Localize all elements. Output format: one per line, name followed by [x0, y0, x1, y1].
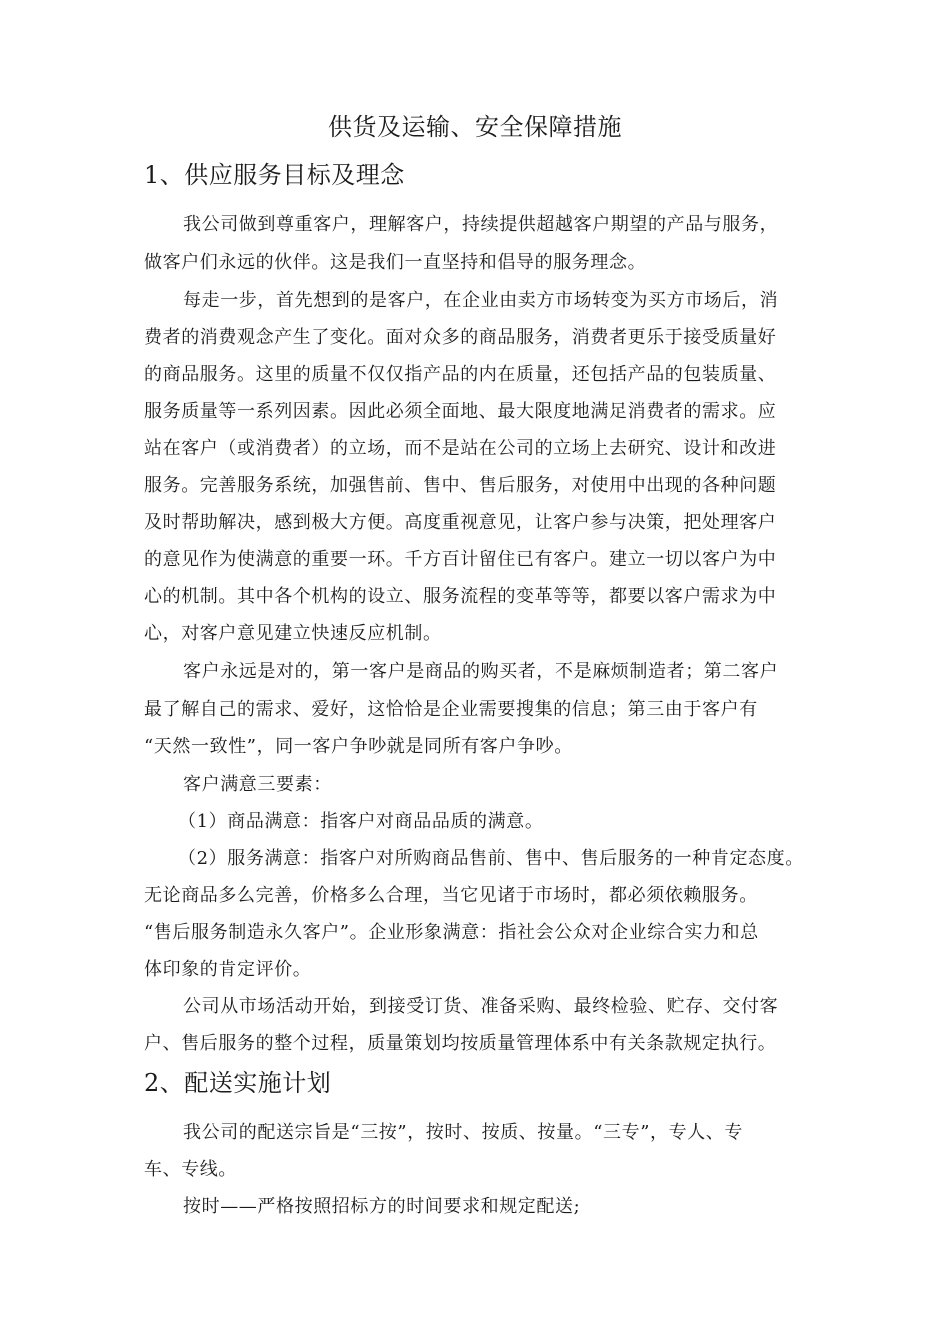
paragraph-line: 按时——严格按照招标方的时间要求和规定配送; — [183, 1196, 581, 1217]
paragraph-line: 无论商品多么完善，价格多么合理，当它见诸于市场时，都必须依赖服务。 — [144, 885, 758, 906]
paragraph-line: “售后服务制造永久客户”。企业形象满意：指社会公众对企业综合实力和总 — [144, 922, 759, 943]
paragraph-line: 体印象的肯定评价。 — [144, 959, 312, 980]
paragraph-line: 费者的消费观念产生了变化。面对众多的商品服务，消费者更乐于接受质量好 — [144, 327, 777, 348]
paragraph-line: 的商品服务。这里的质量不仅仅指产品的内在质量，还包括产品的包装质量、 — [144, 364, 777, 385]
paragraph-line: 户、售后服务的整个过程，质量策划均按质量管理体系中有关条款规定执行。 — [144, 1033, 777, 1054]
paragraph-line: 我公司的配送宗旨是“三按”，按时、按质、按量。“三专”，专人、专 — [183, 1122, 744, 1143]
paragraph-line: 最了解自己的需求、爱好，这恰恰是企业需要搜集的信息；第三由于客户有 — [144, 699, 758, 720]
paragraph-line: 客户满意三要素： — [183, 774, 332, 795]
paragraph-line: 心的机制。其中各个机构的设立、服务流程的变革等等，都要以客户需求为中 — [144, 586, 777, 607]
paragraph-line: 车、专线。 — [144, 1159, 237, 1180]
paragraph-line: 服务质量等一系列因素。因此必须全面地、最大限度地满足消费者的需求。应 — [144, 401, 777, 422]
paragraph-line: 客户永远是对的，第一客户是商品的购买者，不是麻烦制造者；第二客户 — [183, 661, 779, 682]
list-item-line: （1）商品满意：指客户对商品品质的满意。 — [178, 811, 544, 832]
paragraph-line: 每走一步，首先想到的是客户，在企业由卖方市场转变为买方市场后，消 — [183, 290, 779, 311]
paragraph-line: 做客户们永远的伙伴。这是我们一直坚持和倡导的服务理念。 — [144, 252, 647, 273]
document-title: 供货及运输、安全保障措施 — [328, 113, 622, 141]
paragraph-line: 站在客户（或消费者）的立场，而不是站在公司的立场上去研究、设计和改进 — [144, 438, 777, 459]
paragraph-line: 心，对客户意见建立快速反应机制。 — [144, 623, 442, 644]
paragraph-line: 服务。完善服务系统，加强售前、售中、售后服务，对使用中出现的各种问题 — [144, 475, 777, 496]
paragraph-line: 公司从市场活动开始，到接受订货、准备采购、最终检验、贮存、交付客 — [183, 996, 779, 1017]
paragraph-line: 的意见作为使满意的重要一环。千方百计留住已有客户。建立一切以客户为中 — [144, 549, 777, 570]
list-item-line: （2）服务满意：指客户对所购商品售前、售中、售后服务的一种肯定态度。 — [178, 848, 804, 869]
paragraph-line: 及时帮助解决，感到极大方便。高度重视意见，让客户参与决策，把处理客户 — [144, 512, 777, 533]
paragraph-line: 我公司做到尊重客户，理解客户，持续提供超越客户期望的产品与服务， — [183, 214, 779, 235]
section-heading-2: 2、配送实施计划 — [144, 1069, 332, 1097]
section-heading-1: 1、供应服务目标及理念 — [144, 161, 405, 189]
paragraph-line: “天然一致性”，同一客户争吵就是同所有客户争吵。 — [144, 736, 573, 757]
